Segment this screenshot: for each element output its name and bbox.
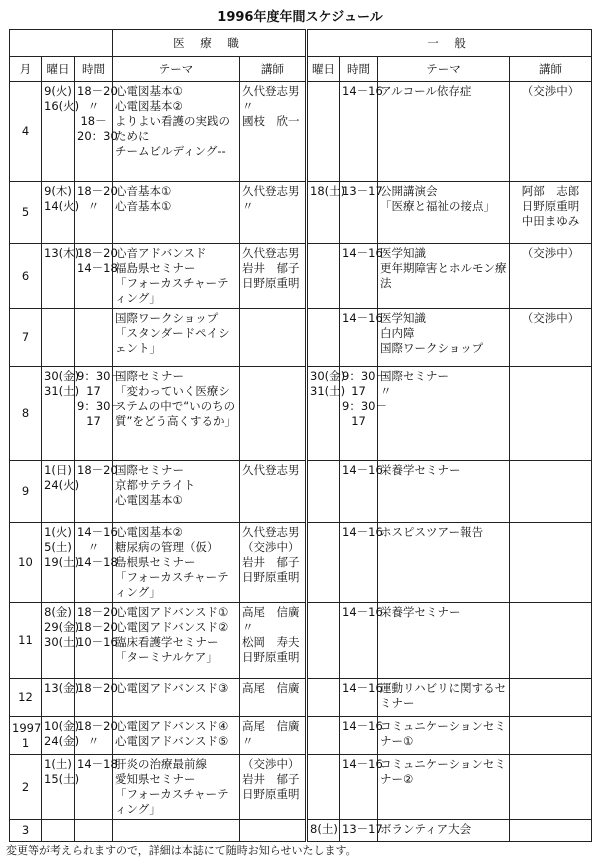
medical-day-cell-line: 9(木) [44, 184, 72, 198]
medical-lecturer-cell-line: 日野原重明 [242, 570, 300, 584]
header-day: 曜日 [42, 57, 75, 82]
medical-day-cell-line: 13(木) [44, 246, 80, 260]
medical-time-cell [75, 367, 122, 461]
header-general-lecturer: 講師 [510, 57, 592, 82]
general-time-cell [340, 717, 383, 755]
medical-lecturer-cell [240, 717, 307, 755]
medical-lecturer-cell-line: 〃 [242, 620, 254, 634]
medical-theme-cell-line: 臨床看護学セミナー [115, 635, 219, 649]
general-time-cell [340, 82, 383, 182]
medical-day-cell-line: 30(金) [44, 369, 80, 383]
medical-theme-cell-line: 「変わっていく医療システムの中で“いのちの質”をどう高くするか」 [115, 384, 236, 428]
general-theme-cell-line: 医学知識 [380, 246, 427, 260]
medical-lecturer-cell [240, 523, 307, 603]
medical-lecturer-cell-line: 久代登志男 [242, 463, 300, 477]
medical-time-cell-line: 〃 [87, 199, 100, 213]
general-time-cell [340, 755, 383, 820]
general-lecturer-cell-line: （交渉中） [521, 311, 580, 325]
general-time-cell [340, 679, 383, 717]
general-time-cell-line: 14－16 [342, 525, 383, 539]
general-theme-cell [378, 603, 510, 679]
header-general-theme: テーマ [378, 57, 510, 82]
medical-lecturer-cell-line: 〃 [242, 734, 254, 748]
medical-theme-cell [113, 182, 240, 244]
month-cell: 10 [10, 523, 42, 603]
medical-time-cell-line: 〃 [87, 734, 100, 748]
general-day-cell [307, 523, 340, 603]
general-theme-cell-line: 運動リハビリに関するセミナー [380, 681, 507, 710]
general-lecturer-cell [510, 244, 592, 309]
general-time-cell [340, 182, 383, 244]
medical-day-cell [42, 755, 80, 820]
general-lecturer-cell-line: 阿部 志郎 [521, 184, 580, 198]
table-row [10, 679, 592, 717]
general-day-cell [307, 461, 340, 523]
medical-day-cell-line: 19(土) [44, 555, 80, 569]
general-time-cell-line: 14－16 [342, 719, 383, 733]
medical-day-cell [42, 244, 80, 309]
medical-theme-cell-line: 心音基本① [115, 199, 172, 213]
general-theme-cell-line: アルコール依存症 [380, 84, 472, 98]
medical-time-cell [75, 244, 118, 309]
general-theme-cell [378, 679, 510, 717]
general-theme-cell-line: 公開講演会 [380, 184, 438, 198]
table-row [10, 717, 592, 755]
general-theme-cell-line: ホスピスツアー報告 [380, 525, 484, 539]
general-lecturer-cell [510, 523, 592, 603]
medical-time-cell-line: 〃 [87, 99, 100, 113]
medical-day-cell [42, 309, 75, 367]
medical-theme-cell [113, 820, 240, 842]
medical-lecturer-cell-line: 高尾 信廣 [242, 605, 300, 619]
medical-time-cell-line: 9：30－ [77, 399, 122, 413]
medical-day-cell [42, 820, 75, 842]
general-time-cell-line: 14－16 [342, 246, 383, 260]
medical-theme-cell [113, 717, 240, 755]
header-spacer [10, 30, 113, 57]
general-time-cell [340, 244, 383, 309]
general-theme-cell-line: 栄養学セミナー [380, 463, 461, 477]
medical-day-cell [42, 182, 80, 244]
medical-time-cell-line: 17 [86, 414, 101, 428]
medical-lecturer-cell [240, 82, 307, 182]
table-row [10, 182, 592, 244]
medical-lecturer-cell [240, 820, 307, 842]
header-lecturer: 講師 [240, 57, 307, 82]
month-cell: 4 [10, 82, 42, 182]
medical-day-cell-line: 5(土) [44, 540, 72, 554]
medical-lecturer-cell-line: 岩井 郁子 [242, 261, 300, 275]
header-medical-group: 医 療 職 [113, 30, 307, 57]
medical-time-cell [75, 182, 118, 244]
general-day-cell-line: 8(土) [310, 822, 338, 836]
general-day-cell [307, 82, 340, 182]
medical-time-cell-line: 18－ [80, 114, 107, 128]
table-row [10, 820, 592, 842]
general-lecturer-cell [510, 679, 592, 717]
medical-theme-cell-line: 心電図アドバンスド② [115, 620, 229, 634]
general-lecturer-cell [510, 367, 592, 461]
medical-theme-cell [113, 244, 240, 309]
general-day-cell [307, 182, 346, 244]
table-row [10, 244, 592, 309]
general-theme-cell-line: 「医療と福祉の接点」 [380, 199, 496, 213]
medical-time-cell [75, 755, 118, 820]
medical-theme-cell-line: 肝炎の治療最前線 [115, 757, 208, 771]
general-day-cell [307, 367, 346, 461]
medical-time-cell-line: 18－20 [77, 184, 118, 198]
general-day-cell [307, 717, 340, 755]
medical-theme-cell [113, 755, 240, 820]
general-time-cell-line: 14－16 [342, 311, 383, 325]
general-time-cell [340, 523, 383, 603]
general-theme-cell [378, 820, 510, 842]
general-time-cell [340, 820, 383, 842]
general-lecturer-cell [510, 309, 592, 367]
medical-lecturer-cell-line: 久代登志男 [242, 84, 300, 98]
general-theme-cell [378, 82, 510, 182]
medical-theme-cell-line: 福島県セミナー [115, 261, 196, 275]
medical-theme-cell-line: 心音基本① [115, 184, 172, 198]
medical-day-cell-line: 8(金) [44, 605, 72, 619]
medical-day-cell-line: 16(火) [44, 99, 80, 113]
table-row [10, 755, 592, 820]
medical-lecturer-cell [240, 603, 307, 679]
general-lecturer-cell [510, 182, 592, 244]
general-lecturer-cell [510, 461, 592, 523]
medical-lecturer-cell [240, 679, 307, 717]
medical-theme-cell [113, 603, 240, 679]
general-day-cell-line: 31(土) [310, 384, 346, 398]
general-lecturer-cell-line: 中田まゆみ [521, 214, 580, 228]
general-time-cell-line: 14－16 [342, 757, 383, 771]
general-time-cell-line: 13－17 [342, 184, 383, 198]
general-theme-cell [378, 717, 510, 755]
medical-lecturer-cell [240, 461, 307, 523]
general-theme-cell [378, 523, 510, 603]
medical-theme-cell-line: 「フォーカスチャーティング」 [115, 276, 229, 305]
medical-time-cell-line: 18－20 [77, 463, 118, 477]
general-theme-cell [378, 182, 510, 244]
table-row [10, 309, 592, 367]
general-time-cell-line: 9：30－ [342, 399, 387, 413]
general-time-cell [340, 461, 383, 523]
medical-time-cell-line: 18－20 [77, 719, 118, 733]
header-theme: テーマ [113, 57, 240, 82]
table-row [10, 82, 592, 182]
general-time-cell-line: 14－16 [342, 605, 383, 619]
general-day-cell [307, 244, 340, 309]
medical-theme-cell [113, 82, 240, 182]
medical-lecturer-cell-line: （交渉中） [242, 757, 300, 771]
medical-time-cell-line: 18－20 [77, 681, 118, 695]
medical-day-cell [42, 603, 80, 679]
general-day-cell [307, 603, 340, 679]
month-cell: 11 [10, 603, 42, 679]
medical-theme-cell-line: よりよい看護の実践のために [115, 114, 231, 143]
medical-time-cell-line: 14－18 [77, 757, 118, 771]
medical-day-cell [42, 461, 80, 523]
month-cell: 2 [10, 755, 42, 820]
medical-day-cell [42, 717, 80, 755]
general-day-cell [307, 820, 340, 842]
medical-day-cell-line: 24(火) [44, 478, 80, 492]
medical-lecturer-cell-line: 高尾 信廣 [242, 681, 300, 695]
general-day-cell [307, 679, 340, 717]
general-theme-cell-line: 〃 [380, 384, 392, 398]
medical-theme-cell-line: 心電図基本② [115, 99, 183, 113]
general-lecturer-cell-line: （交渉中） [521, 246, 580, 260]
medical-time-cell [75, 679, 118, 717]
medical-theme-cell-line: 「ターミナルケア」 [115, 650, 218, 664]
header-general-day: 曜日 [307, 57, 340, 82]
medical-lecturer-cell-line: 〃 [242, 199, 254, 213]
medical-lecturer-cell-line: 國枝 欣一 [242, 114, 300, 128]
general-theme-cell-line: 国際セミナー [380, 369, 450, 383]
general-lecturer-cell [510, 717, 592, 755]
medical-time-cell-line: 14－16 [77, 525, 118, 539]
general-theme-cell-line: 白内障 [380, 326, 415, 340]
general-theme-cell [378, 461, 510, 523]
table-row [10, 523, 592, 603]
month-cell: 3 [10, 820, 42, 842]
medical-time-cell-line: 18－20 [77, 246, 118, 260]
medical-day-cell-line: 13(金) [44, 681, 80, 695]
medical-time-cell [75, 523, 118, 603]
medical-theme-cell-line: 心音アドバンスド [115, 246, 207, 260]
medical-theme-cell [113, 367, 240, 461]
general-day-cell [307, 755, 340, 820]
medical-day-cell-line: 9(火) [44, 84, 72, 98]
medical-lecturer-cell [240, 309, 307, 367]
medical-theme-cell-line: 心電図基本② [115, 525, 183, 539]
medical-theme-cell-line: 国際セミナー [115, 369, 185, 383]
general-day-cell-line: 30(金) [310, 369, 346, 383]
month-cell: 9 [10, 461, 42, 523]
medical-day-cell-line: 15(土) [44, 772, 80, 786]
general-time-cell-line: 14－16 [342, 463, 383, 477]
medical-lecturer-cell-line: （交渉中） [242, 540, 300, 554]
medical-lecturer-cell-line: 岩井 郁子 [242, 555, 300, 569]
medical-time-cell [75, 820, 113, 842]
medical-day-cell [42, 82, 80, 182]
medical-day-cell-line: 10(金) [44, 719, 80, 733]
general-time-cell [340, 603, 383, 679]
medical-theme-cell-line: 国際ワークショップ [115, 311, 219, 325]
medical-theme-cell-line: 国際セミナー [115, 463, 185, 477]
medical-lecturer-cell-line: 日野原重明 [242, 787, 300, 801]
medical-lecturer-cell-line: 日野原重明 [242, 276, 300, 290]
general-theme-cell [378, 244, 510, 309]
medical-time-cell-line: 18－20 [77, 84, 118, 98]
medical-theme-cell [113, 461, 240, 523]
medical-theme-cell-line: 心電図アドバンスド① [115, 605, 229, 619]
general-theme-cell-line: 栄養学セミナー [380, 605, 461, 619]
medical-lecturer-cell-line: 〃 [242, 99, 254, 113]
medical-lecturer-cell [240, 367, 307, 461]
table-row [10, 603, 592, 679]
medical-time-cell [75, 603, 118, 679]
medical-time-cell-line: 18－20 [77, 605, 118, 619]
medical-day-cell [42, 679, 80, 717]
medical-time-cell-line: 14－18 [77, 261, 118, 275]
medical-time-cell-line: 18－20 [77, 620, 118, 634]
month-cell: 1997 1 [10, 717, 42, 755]
general-time-cell-line: 9：30－ [342, 369, 387, 383]
general-lecturer-cell [510, 82, 592, 182]
medical-time-cell-line: 14－18 [77, 555, 118, 569]
medical-day-cell-line: 24(金) [44, 734, 80, 748]
medical-day-cell [42, 523, 80, 603]
medical-theme-cell-line: 心電図基本① [115, 493, 183, 507]
medical-theme-cell-line: チームビルディング‐‐ [115, 144, 226, 158]
medical-theme-cell-line: 島根県セミナー [115, 555, 196, 569]
medical-theme-cell-line: 「スタンダードペイシェント」 [115, 326, 230, 355]
general-theme-cell [378, 367, 510, 461]
medical-day-cell-line: 1(土) [44, 757, 72, 771]
general-theme-cell-line: ボランティア大会 [380, 822, 472, 836]
general-theme-cell [378, 755, 510, 820]
medical-lecturer-cell-line: 日野原重明 [242, 650, 300, 664]
general-day-cell-line: 18(土) [310, 184, 346, 198]
medical-time-cell-line: 17 [86, 384, 101, 398]
month-cell: 7 [10, 309, 42, 367]
header-month: 月 [10, 57, 42, 82]
medical-time-cell-line: 20：30 [77, 129, 118, 143]
month-cell: 6 [10, 244, 42, 309]
medical-time-cell-line: 〃 [87, 540, 100, 554]
medical-theme-cell [113, 523, 240, 603]
month-cell: 12 [10, 679, 42, 717]
general-theme-cell [378, 309, 510, 367]
medical-lecturer-cell [240, 182, 307, 244]
general-theme-cell-line: 国際ワークショップ [380, 341, 484, 355]
header-general-group: 一 般 [307, 30, 592, 57]
general-lecturer-cell [510, 755, 592, 820]
medical-day-cell-line: 14(火) [44, 199, 80, 213]
medical-day-cell [42, 367, 80, 461]
general-time-cell [340, 367, 387, 461]
medical-theme-cell-line: 「フォーカスチャーティング」 [115, 570, 229, 599]
general-lecturer-cell [510, 603, 592, 679]
page-title: 1996年度年間スケジュール [217, 10, 383, 25]
medical-theme-cell-line: 「フォーカスチャーティング」 [115, 787, 229, 816]
general-theme-cell-line: コミュニケーションセミナー② [380, 757, 506, 786]
medical-time-cell [75, 461, 118, 523]
general-time-cell [340, 309, 383, 367]
medical-time-cell [75, 309, 113, 367]
medical-theme-cell [113, 309, 240, 367]
general-time-cell-line: 14－16 [342, 681, 383, 695]
month-cell: 5 [10, 182, 42, 244]
medical-theme-cell-line: 心電図アドバンスド③ [115, 681, 229, 695]
header-time: 時間 [75, 57, 113, 82]
medical-theme-cell-line: 愛知県セミナー [115, 772, 196, 786]
medical-time-cell-line: 10－16 [77, 635, 118, 649]
medical-theme-cell-line: 京都サテライト [115, 478, 196, 492]
medical-lecturer-cell-line: 久代登志男 [242, 184, 300, 198]
medical-time-cell [75, 82, 118, 182]
medical-theme-cell-line: 心電図アドバンスド④ [115, 719, 229, 733]
general-time-cell-line: 13－17 [342, 822, 383, 836]
medical-day-cell-line: 1(火) [44, 525, 72, 539]
medical-lecturer-cell-line: 松岡 寿夫 [242, 635, 300, 649]
general-lecturer-cell-line: （交渉中） [521, 84, 580, 98]
header-general-time: 時間 [340, 57, 378, 82]
medical-lecturer-cell [240, 244, 307, 309]
medical-day-cell-line: 29(金) [44, 620, 80, 634]
medical-time-cell [75, 717, 118, 755]
table-row [10, 367, 592, 461]
general-theme-cell-line: 更年期障害とホルモン療法 [380, 261, 507, 290]
medical-theme-cell-line: 糖尿病の管理（仮） [115, 540, 219, 554]
medical-day-cell-line: 1(日) [44, 463, 72, 477]
medical-day-cell-line: 31(土) [44, 384, 80, 398]
month-cell: 8 [10, 367, 42, 461]
medical-lecturer-cell-line: 久代登志男 [242, 525, 300, 539]
general-time-cell-line: 17 [351, 384, 366, 398]
general-lecturer-cell [510, 820, 592, 842]
medical-time-cell-line: 9：30－ [77, 369, 122, 383]
general-theme-cell-line: 医学知識 [380, 311, 427, 325]
footnote: 変更等が考えられますので，詳細は本誌にて随時お知らせいたします。 [6, 844, 357, 857]
medical-lecturer-cell-line: 岩井 郁子 [242, 772, 300, 786]
medical-lecturer-cell [240, 755, 307, 820]
medical-theme-cell-line: 心電図基本① [115, 84, 183, 98]
medical-lecturer-cell-line: 高尾 信廣 [242, 719, 300, 733]
general-theme-cell-line: コミュニケーションセミナー① [380, 719, 506, 748]
medical-lecturer-cell-line: 久代登志男 [242, 246, 300, 260]
medical-day-cell-line: 30(土) [44, 635, 80, 649]
table-row [10, 461, 592, 523]
general-day-cell [307, 309, 340, 367]
medical-theme-cell-line: 心電図アドバンスド⑤ [115, 734, 229, 748]
general-lecturer-cell-line: 日野原重明 [521, 199, 580, 213]
schedule-table [9, 29, 592, 842]
medical-theme-cell [113, 679, 240, 717]
general-time-cell-line: 14－16 [342, 84, 383, 98]
general-time-cell-line: 17 [351, 414, 366, 428]
